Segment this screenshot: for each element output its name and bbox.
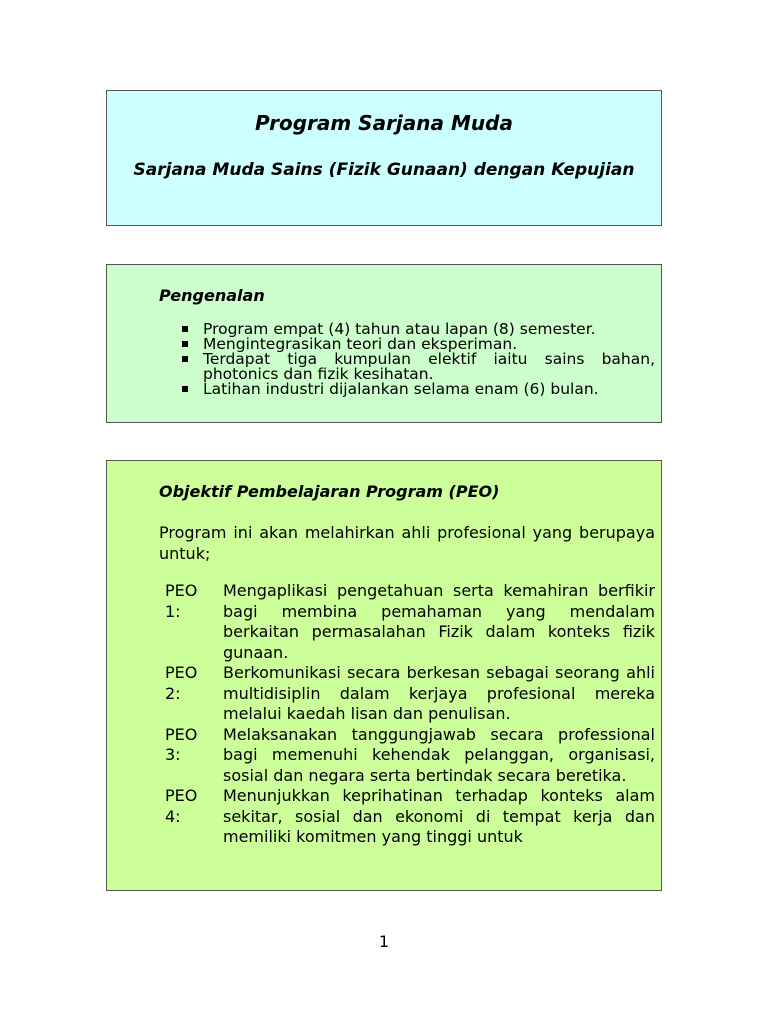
peo-text: Berkomunikasi secara berkesan sebagai seorang ahli multidisiplin dalam kerjaya profesional mereka melalui kaedah lisan dan penulisan. <box>223 663 655 723</box>
peo-item <box>165 725 655 787</box>
title-box <box>106 90 662 226</box>
square-bullet-icon <box>182 356 188 362</box>
peo-label: PEO 2: <box>165 663 198 703</box>
square-bullet-icon <box>182 341 188 347</box>
peo-item <box>165 663 655 725</box>
peo-label: PEO 1: <box>165 581 198 621</box>
peo-text: Menunjukkan keprihatinan terhadap konteks alam sekitar, sosial dan ekonomi di tempat kerja dan memiliki komitmen yang tinggi untuk <box>223 786 655 846</box>
introduction-heading: Pengenalan <box>159 286 265 305</box>
introduction-list <box>179 322 655 397</box>
list-item <box>179 352 655 382</box>
program-subtitle: Sarjana Muda Sains (Fizik Gunaan) dengan Kepujian <box>133 160 635 180</box>
peo-box <box>106 460 662 891</box>
list-item-text: Terdapat tiga kumpulan elektif iaitu sains bahan, photonics dan fizik kesihatan. <box>203 350 655 383</box>
peo-label: PEO 3: <box>165 724 198 764</box>
square-bullet-icon <box>182 386 188 392</box>
peo-item <box>165 786 655 848</box>
peo-text: Mengaplikasi pengetahuan serta kemahiran berfikir bagi membina pemahaman yang mendalam berkaitan permasalahan Fizik dalam konteks fizik gunaan. <box>223 581 655 662</box>
peo-intro-text: Program ini akan melahirkan ahli profesional yang berupaya untuk; <box>159 523 655 563</box>
square-bullet-icon <box>182 326 188 332</box>
peo-item <box>165 581 655 663</box>
peo-text: Melaksanakan tanggungjawab secara professional bagi memenuhi kehendak pelanggan, organisasi, sosial dan negara serta bertindak secara beretika. <box>223 724 655 785</box>
page-number: 1 <box>378 932 390 951</box>
peo-list <box>165 581 655 848</box>
peo-heading: Objektif Pembelajaran Program (PEO) <box>159 482 500 501</box>
list-item <box>179 382 655 397</box>
list-item-text: Latihan industri dijalankan selama enam (6) bulan. <box>203 380 599 398</box>
list-item-text: Mengintegrasikan teori dan eksperiman. <box>203 335 518 353</box>
program-title: Program Sarjana Muda <box>255 111 513 135</box>
peo-label: PEO 4: <box>165 786 198 826</box>
list-item-text: Program empat (4) tahun atau lapan (8) semester. <box>203 320 596 338</box>
introduction-box <box>106 264 662 423</box>
